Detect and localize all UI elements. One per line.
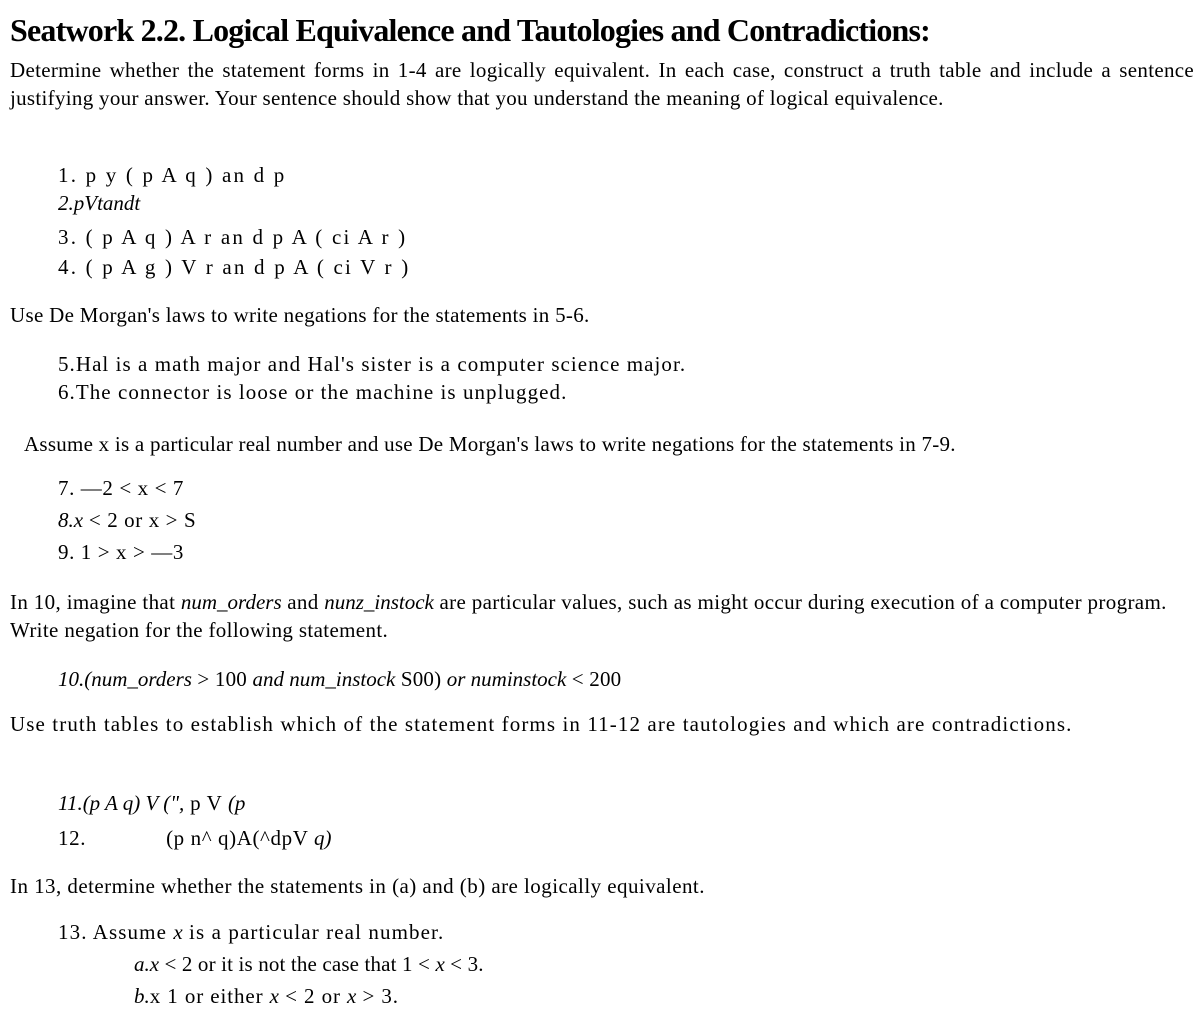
problem-11-part-a: 11.(p A q) V (", [58, 791, 185, 815]
instructions-10 [10, 588, 1194, 644]
part-b-variable: x [269, 984, 279, 1008]
problem-12-part-b: q) [313, 826, 332, 850]
part-a-text: < 2 or it is not the case that 1 < [159, 952, 436, 976]
part-a-label: a. [134, 952, 150, 976]
problem-12-part-a: (p n^ q)A(^dpV [166, 826, 314, 850]
instructions-11-12: Use truth tables to establish which of the statement forms in 11-12 are tautologies and which are contradictions. [10, 712, 1073, 736]
problem-9: 9. 1 > x > —3 [58, 540, 184, 564]
instructions-1-4: Determine whether the statement forms in 1-4 are logically equivalent. In each case, construct a truth table and include a sentence justifying your answer. Your sentence should show that you understand the meaning of logical equivalence. [10, 58, 1194, 110]
problem-8 [58, 506, 196, 534]
problem-5: 5.Hal is a math major and Hal's sister is a computer science major. [58, 352, 687, 376]
problem-13-part-a [134, 950, 484, 978]
problem-2: 2.pVtandt [58, 191, 141, 215]
problem-13-head-c: is a particular real number. [182, 920, 445, 944]
problem-11-part-c: (p [227, 791, 246, 815]
problem-10-part-b: > 100 [191, 667, 253, 691]
problem-10-part-e: or numinstock [446, 667, 567, 691]
part-b-text: x 1 or either [149, 984, 270, 1008]
part-b-mid: < 2 or [278, 984, 348, 1008]
problem-10-part-f: < 200 [566, 667, 622, 691]
problem-3: 3. ( p A q ) A r an d p A ( ci A r ) [58, 225, 408, 249]
part-b-end: > 3. [356, 984, 399, 1008]
instructions-10-part-e: are particular values, such as might occur during execution of a computer program. Write negation for the following statement. [10, 590, 1167, 642]
part-a-variable-2: x [435, 952, 445, 976]
problem-1: 1. p y ( p A q ) an d p [58, 163, 287, 187]
problem-12 [58, 824, 331, 852]
page-title: Seatwork 2.2. Logical Equivalence and Tautologies and Contradictions: [10, 12, 931, 48]
problem-13-head-a: 13. Assume [58, 920, 174, 944]
problem-8-text: < 2 or x > S [83, 508, 197, 532]
problem-8-number: 8. [58, 508, 74, 532]
instructions-13: In 13, determine whether the statements in (a) and (b) are logically equivalent. [10, 874, 705, 898]
problem-8-variable: x [73, 508, 84, 532]
problem-11-part-b: p V [184, 791, 228, 815]
instructions-10-part-c: and [281, 590, 325, 614]
problem-10-part-a: 10.(num_orders [58, 667, 192, 691]
problem-10-part-d: S00) [395, 667, 447, 691]
num-instock-term: nunz_instock [324, 590, 434, 614]
part-a-variable: x [149, 952, 160, 976]
problem-6: 6.The connector is loose or the machine is unplugged. [58, 380, 568, 404]
problem-10-part-c: and num_instock [252, 667, 396, 691]
problem-13-variable: x [173, 920, 183, 944]
problem-11 [58, 789, 245, 817]
problem-7: 7. —2 < x < 7 [58, 476, 184, 500]
part-b-label: b. [134, 984, 150, 1008]
problem-10 [58, 665, 621, 693]
part-b-variable-2: x [347, 984, 357, 1008]
instructions-7-9: Assume x is a particular real number and use De Morgan's laws to write negations for the statements in 7-9. [24, 432, 956, 456]
problem-13-part-b [134, 982, 399, 1010]
num-orders-term: num_orders [180, 590, 282, 614]
instructions-5-6: Use De Morgan's laws to write negations for the statements in 5-6. [10, 303, 590, 327]
instructions-10-part-a: In 10, imagine that [10, 590, 181, 614]
part-a-end: < 3. [444, 952, 484, 976]
problem-13 [58, 918, 444, 946]
problem-4: 4. ( p A g ) V r an d p A ( ci V r ) [58, 255, 411, 279]
problem-12-number: 12. [58, 826, 87, 850]
